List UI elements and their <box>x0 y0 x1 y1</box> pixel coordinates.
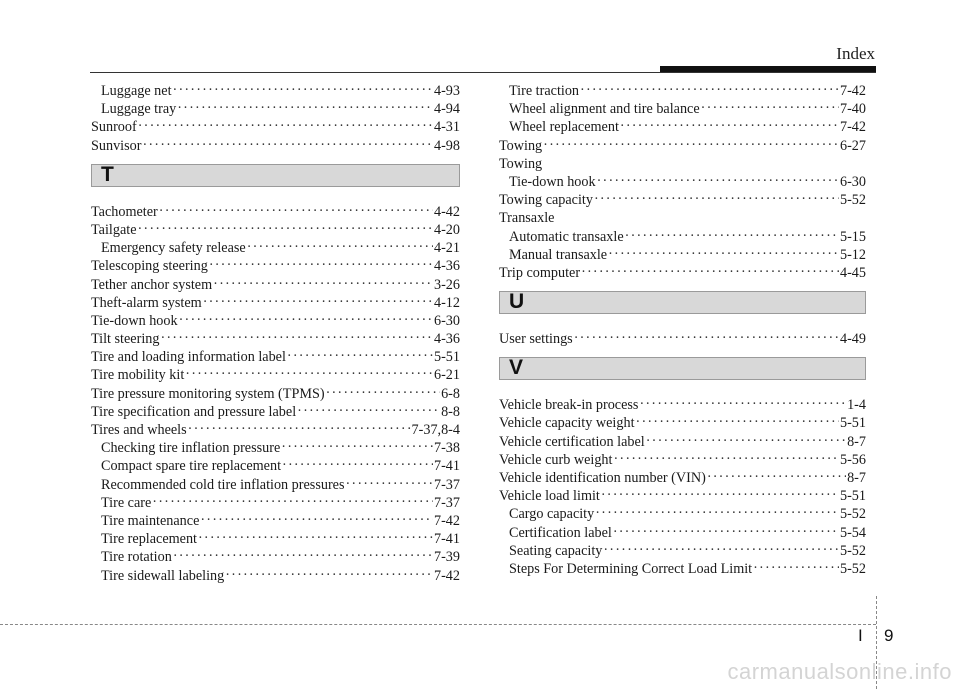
dot-leader <box>603 541 839 559</box>
dot-leader <box>200 511 433 529</box>
entry-page: 5-51 <box>433 349 460 366</box>
index-entry <box>91 439 460 457</box>
entry-page: 6-30 <box>839 173 866 190</box>
entry-term: Vehicle certification label <box>499 433 645 450</box>
entry-list <box>91 82 460 155</box>
dot-leader <box>580 81 839 99</box>
entry-term: Tire sidewall labeling <box>101 567 225 584</box>
entry-term: Manual transaxle <box>509 246 608 263</box>
index-entry <box>91 476 460 494</box>
section-header-u <box>499 291 866 314</box>
index-entry <box>91 330 460 348</box>
index-entry <box>499 137 866 155</box>
index-entry <box>91 118 460 136</box>
page-title: Index <box>836 44 875 63</box>
entry-term: Transaxle <box>499 210 555 227</box>
entry-page: 5-56 <box>839 451 866 468</box>
index-entry <box>91 385 460 403</box>
entry-term: Tie-down hook <box>91 312 178 329</box>
dot-leader <box>160 329 433 347</box>
watermark: carmanualsonline.info <box>727 659 952 684</box>
entry-page: 7-38 <box>433 440 460 457</box>
entry-term: Vehicle identification number (VIN) <box>499 470 706 486</box>
entry-term: Trip computer <box>499 264 581 281</box>
dot-leader <box>326 384 441 402</box>
entry-page: 7-42 <box>839 83 866 99</box>
index-entry <box>91 276 460 294</box>
entry-page: 7-37 <box>433 494 460 511</box>
dot-leader <box>601 486 839 504</box>
entry-page: 1-4 <box>847 397 866 414</box>
entry-page: 8-7 <box>847 433 866 450</box>
index-entry <box>91 421 460 439</box>
entry-page: 4-94 <box>433 101 460 118</box>
entry-term: Tire pressure monitoring system (TPMS) <box>91 385 325 402</box>
index-entry <box>91 221 460 239</box>
entry-page: 7-39 <box>433 549 460 566</box>
entry-page: 5-15 <box>839 228 866 245</box>
entry-term: Wheel replacement <box>509 119 619 136</box>
index-entry <box>499 396 866 414</box>
entry-page: 6-8 <box>441 385 460 402</box>
entry-page: 5-52 <box>839 560 866 577</box>
entry-term: Tie-down hook <box>509 173 596 190</box>
dot-leader <box>173 81 433 99</box>
index-entry <box>499 451 866 469</box>
entry-page: 4-21 <box>433 240 460 257</box>
entry-term: Towing capacity <box>499 192 593 209</box>
section-header-v <box>499 357 866 380</box>
index-entry <box>499 264 866 282</box>
index-entry <box>499 100 866 118</box>
entry-term: Tether anchor system <box>91 276 213 293</box>
entry-term: Theft-alarm system <box>91 294 202 311</box>
dot-leader <box>625 227 839 245</box>
entry-page: 7-42 <box>839 119 866 136</box>
entry-page: 4-31 <box>433 119 460 136</box>
entry-page: 7-40 <box>839 101 866 118</box>
entry-term: Vehicle break-in process <box>499 397 639 414</box>
entry-page: 4-36 <box>433 331 460 348</box>
index-entry <box>499 560 866 578</box>
dot-leader <box>613 450 839 468</box>
index-entry <box>91 203 460 221</box>
entry-term: Tachometer <box>91 203 158 220</box>
entry-page: 7-42 <box>433 567 460 584</box>
entry-list <box>499 396 866 578</box>
dot-leader <box>159 202 433 220</box>
entry-term: Tire and loading information label <box>91 349 286 366</box>
index-entry <box>91 567 460 585</box>
dot-leader <box>287 347 433 365</box>
entry-page: 4-36 <box>433 258 460 275</box>
entry-page: 3-26 <box>433 276 460 293</box>
index-entry <box>499 228 866 246</box>
dot-leader <box>247 238 433 256</box>
header-rule <box>90 72 876 73</box>
dot-leader <box>646 432 846 450</box>
dot-leader <box>753 559 839 577</box>
entry-page: 5-52 <box>839 542 866 559</box>
index-column-right <box>499 82 866 578</box>
entry-term: User settings <box>499 331 573 348</box>
entry-page: 4-12 <box>433 294 460 311</box>
index-entry <box>91 494 460 512</box>
entry-term: Automatic transaxle <box>509 228 624 245</box>
entry-page: 6-27 <box>839 137 866 154</box>
section-letter: V <box>509 356 524 380</box>
index-entry <box>91 530 460 548</box>
dot-leader <box>594 190 839 208</box>
entry-page: 7-37,8-4 <box>411 422 460 438</box>
entry-page: 4-93 <box>433 83 460 99</box>
index-entry <box>499 173 866 191</box>
dot-leader <box>138 220 433 238</box>
index-entry <box>91 548 460 566</box>
entry-page: 7-41 <box>433 458 460 475</box>
section-letter: T <box>101 162 114 186</box>
index-entry <box>91 312 460 330</box>
dot-leader <box>203 293 433 311</box>
entry-term: Vehicle capacity weight <box>499 415 635 432</box>
entry-term: Tire replacement <box>101 531 197 548</box>
entry-term: Tire care <box>101 494 152 511</box>
index-entry <box>499 414 866 432</box>
section-header-t <box>91 164 460 187</box>
dot-leader <box>282 456 433 474</box>
entry-page: 6-21 <box>433 367 460 384</box>
index-entry <box>499 330 866 348</box>
entry-page: 4-45 <box>839 264 866 281</box>
entry-term: Recommended cold tire inflation pressures <box>101 476 345 493</box>
entry-term: Towing <box>499 155 543 172</box>
dot-leader <box>636 413 839 431</box>
entry-term: Tire rotation <box>101 549 172 566</box>
page-number: 9 <box>884 626 894 645</box>
index-entry <box>91 100 460 118</box>
entry-term: Tire maintenance <box>101 512 200 529</box>
dot-leader <box>179 311 433 329</box>
index-entry <box>499 246 866 264</box>
dot-leader <box>574 329 839 347</box>
entry-term: Sunroof <box>91 119 137 136</box>
entry-term: Tilt steering <box>91 331 160 348</box>
entry-term: Steps For Determining Correct Load Limit <box>509 560 753 577</box>
index-entry <box>499 524 866 542</box>
index-entry <box>499 118 866 136</box>
entry-page: 4-49 <box>839 331 866 348</box>
dot-leader <box>701 99 839 117</box>
entry-page: 4-98 <box>433 137 460 154</box>
dot-leader <box>281 438 433 456</box>
dot-leader <box>297 402 440 420</box>
index-entry <box>499 487 866 505</box>
index-entry <box>499 505 866 523</box>
entry-page: 7-37 <box>433 476 460 493</box>
dot-leader <box>595 504 839 522</box>
section-letter: U <box>509 290 525 314</box>
dot-leader <box>707 468 846 486</box>
index-entry <box>499 155 866 173</box>
entry-term: Vehicle load limit <box>499 488 600 505</box>
index-entry <box>91 294 460 312</box>
dot-leader <box>613 523 839 541</box>
footer-section: I <box>858 626 863 645</box>
dot-leader <box>597 172 839 190</box>
dot-leader <box>639 395 846 413</box>
entry-term: Luggage net <box>101 83 172 99</box>
index-entry <box>91 257 460 275</box>
entry-term: Checking tire inflation pressure <box>101 440 281 457</box>
entry-page: 7-41 <box>433 531 460 548</box>
dot-leader <box>608 245 839 263</box>
entry-list <box>499 82 866 282</box>
entry-term: Emergency safety release <box>101 240 246 257</box>
index-entry <box>499 209 866 227</box>
entry-term: Telescoping steering <box>91 258 208 275</box>
entry-page: 5-51 <box>839 415 866 432</box>
entry-term: Tire specification and pressure label <box>91 403 297 420</box>
dot-leader <box>142 136 433 154</box>
entry-page: 5-54 <box>839 524 866 541</box>
dot-leader <box>209 256 433 274</box>
entry-page: 5-52 <box>839 506 866 523</box>
dot-leader <box>345 475 433 493</box>
index-entry <box>91 82 460 100</box>
entry-page: 4-20 <box>433 221 460 238</box>
index-entry <box>91 457 460 475</box>
dot-leader <box>198 529 433 547</box>
entry-term: Luggage tray <box>101 101 177 118</box>
entry-term: Sunvisor <box>91 137 142 154</box>
index-entry <box>91 239 460 257</box>
dot-leader <box>177 99 433 117</box>
entry-term: Wheel alignment and tire balance <box>509 101 700 118</box>
dot-leader <box>173 547 433 565</box>
dot-leader <box>225 566 433 584</box>
entry-page: 5-12 <box>839 246 866 263</box>
entry-term: Vehicle curb weight <box>499 451 613 468</box>
index-entry <box>91 512 460 530</box>
footer-rule <box>0 624 876 625</box>
index-entry <box>91 403 460 421</box>
entry-term: Seating capacity <box>509 542 603 559</box>
entry-page: 8-8 <box>441 403 460 420</box>
entry-list <box>499 330 866 348</box>
entry-page: 5-52 <box>839 192 866 209</box>
entry-list <box>91 203 460 585</box>
entry-term: Tire mobility kit <box>91 367 185 384</box>
entry-term: Compact spare tire replacement <box>101 458 282 475</box>
dot-leader <box>620 117 839 135</box>
entry-page: 5-51 <box>839 488 866 505</box>
entry-page: 7-42 <box>433 512 460 529</box>
index-entry <box>499 82 866 100</box>
dot-leader <box>138 117 433 135</box>
entry-term: Tire traction <box>509 83 580 99</box>
entry-page: 8-7 <box>847 470 866 486</box>
entry-page: 4-42 <box>433 203 460 220</box>
index-column-left <box>91 82 460 585</box>
dot-leader <box>152 493 433 511</box>
index-entry <box>499 433 866 451</box>
entry-term: Tailgate <box>91 221 137 238</box>
dot-leader <box>543 136 839 154</box>
entry-term: Cargo capacity <box>509 506 595 523</box>
index-entry <box>499 191 866 209</box>
entry-term: Certification label <box>509 524 612 541</box>
index-entry <box>499 542 866 560</box>
entry-term: Tires and wheels <box>91 422 187 438</box>
index-entry <box>91 348 460 366</box>
dot-leader <box>213 275 433 293</box>
dot-leader <box>581 263 839 281</box>
index-entry <box>91 137 460 155</box>
index-entry <box>91 366 460 384</box>
index-entry <box>499 469 866 487</box>
entry-page: 6-30 <box>433 312 460 329</box>
dot-leader <box>188 420 411 438</box>
dot-leader <box>185 365 433 383</box>
entry-term: Towing <box>499 137 543 154</box>
